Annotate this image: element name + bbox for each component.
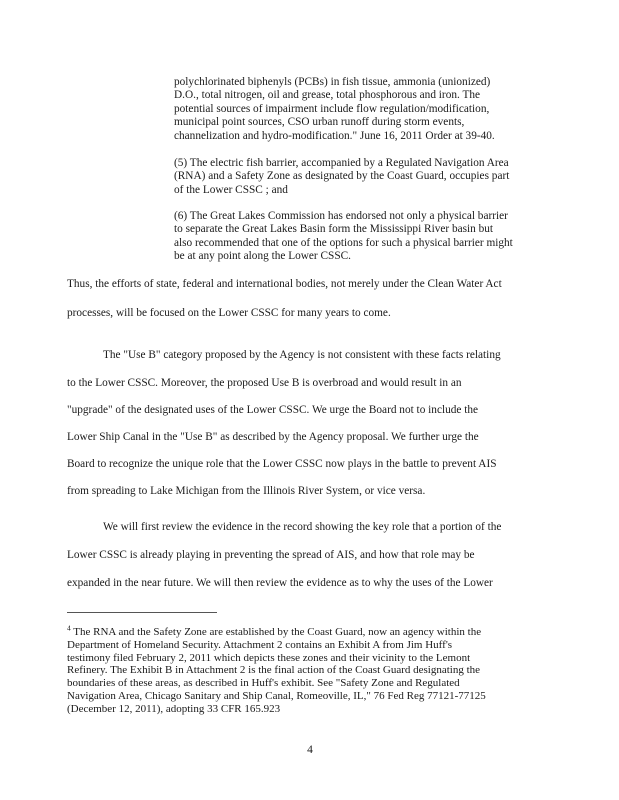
body-text-line: "upgrade" of the designated uses of the Lower CSSC. We urge the Board not to include the bbox=[67, 404, 479, 416]
body-text-line: Lower CSSC is already playing in preventing the spread of AIS, and how that role may be bbox=[67, 549, 475, 561]
footnote-line: (December 12, 2011), adopting 33 CFR 165.923 bbox=[67, 702, 281, 715]
quote-line: potential sources of impairment include flow regulation/modification, bbox=[174, 102, 490, 115]
body-text-line: Thus, the efforts of state, federal and international bodies, not merely under the Clean Water Act bbox=[67, 278, 502, 290]
quote-line: (5) The electric fish barrier, accompanied by a Regulated Navigation Area bbox=[174, 157, 509, 169]
footnote-line: Refinery. The Exhibit B in Attachment 2 is the final action of the Coast Guard designating the bbox=[67, 664, 481, 677]
body-text-line: We will first review the evidence in the record showing the key role that a portion of the bbox=[103, 521, 502, 533]
footnote-text: The RNA and the Safety Zone are established by the Coast Guard, now an agency within the bbox=[70, 626, 482, 638]
quote-line: D.O., total nitrogen, oil and grease, total phosphorous and iron. The bbox=[174, 89, 481, 102]
quote-line: to separate the Great Lakes Basin form the Mississippi River basin but bbox=[174, 223, 494, 236]
footnote-marker: 4 bbox=[67, 623, 71, 633]
quote-line: (6) The Great Lakes Commission has endorsed not only a physical barrier bbox=[174, 210, 508, 222]
block-quote-fish-barrier bbox=[174, 157, 534, 197]
body-text-line: processes, will be focused on the Lower CSSC for many years to come. bbox=[67, 307, 391, 319]
quote-line: polychlorinated biphenyls (PCBs) in fish tissue, ammonia (unionized) bbox=[174, 76, 491, 88]
body-text-line: from spreading to Lake Michigan from the Illinois River System, or vice versa. bbox=[67, 485, 426, 497]
quote-line: be at any point along the Lower CSSC. bbox=[174, 250, 351, 263]
body-text-line: The "Use B" category proposed by the Agency is not consistent with these facts relating bbox=[103, 349, 501, 361]
body-text-line: Lower Ship Canal in the "Use B" as described by the Agency proposal. We further urge the bbox=[67, 431, 479, 443]
block-quote-great-lakes-commission bbox=[174, 210, 534, 264]
footnote-4 bbox=[67, 623, 541, 716]
footnote-line: Department of Homeland Security. Attachment 2 contains an Exhibit A from Jim Huff's bbox=[67, 638, 453, 651]
footnote-separator bbox=[67, 612, 217, 613]
body-text-line: Board to recognize the unique role that the Lower CSSC now plays in the battle to prevent AIS bbox=[67, 458, 497, 470]
quote-line: (RNA) and a Safety Zone as designated by the Coast Guard, occupies part bbox=[174, 170, 510, 183]
footnote-line: boundaries of these areas, as described in Huff's exhibit. See "Safety Zone and Regulated bbox=[67, 677, 460, 690]
body-text-line: to the Lower CSSC. Moreover, the proposed Use B is overbroad and would result in an bbox=[67, 377, 462, 389]
quote-line: municipal point sources, CSO urban runoff during storm events, bbox=[174, 116, 465, 129]
quote-line: of the Lower CSSC ; and bbox=[174, 183, 288, 196]
footnote-line: Navigation Area, Chicago Sanitary and Ship Canal, Romeoville, IL," 76 Fed Reg 77121-77125 bbox=[67, 689, 486, 702]
body-text-line: expanded in the near future. We will then review the evidence as to why the uses of the Lower bbox=[67, 577, 493, 589]
page-number: 4 bbox=[307, 744, 313, 756]
block-quote-impairment bbox=[174, 76, 534, 143]
footnote-line: testimony filed February 2, 2011 which depicts these zones and their vicinity to the Lemont bbox=[67, 651, 471, 664]
quote-line: channelization and hydro-modification." June 16, 2011 Order at 39-40. bbox=[174, 129, 495, 142]
footnote-line bbox=[67, 623, 541, 639]
quote-line: also recommended that one of the options for such a physical barrier might bbox=[174, 236, 513, 249]
